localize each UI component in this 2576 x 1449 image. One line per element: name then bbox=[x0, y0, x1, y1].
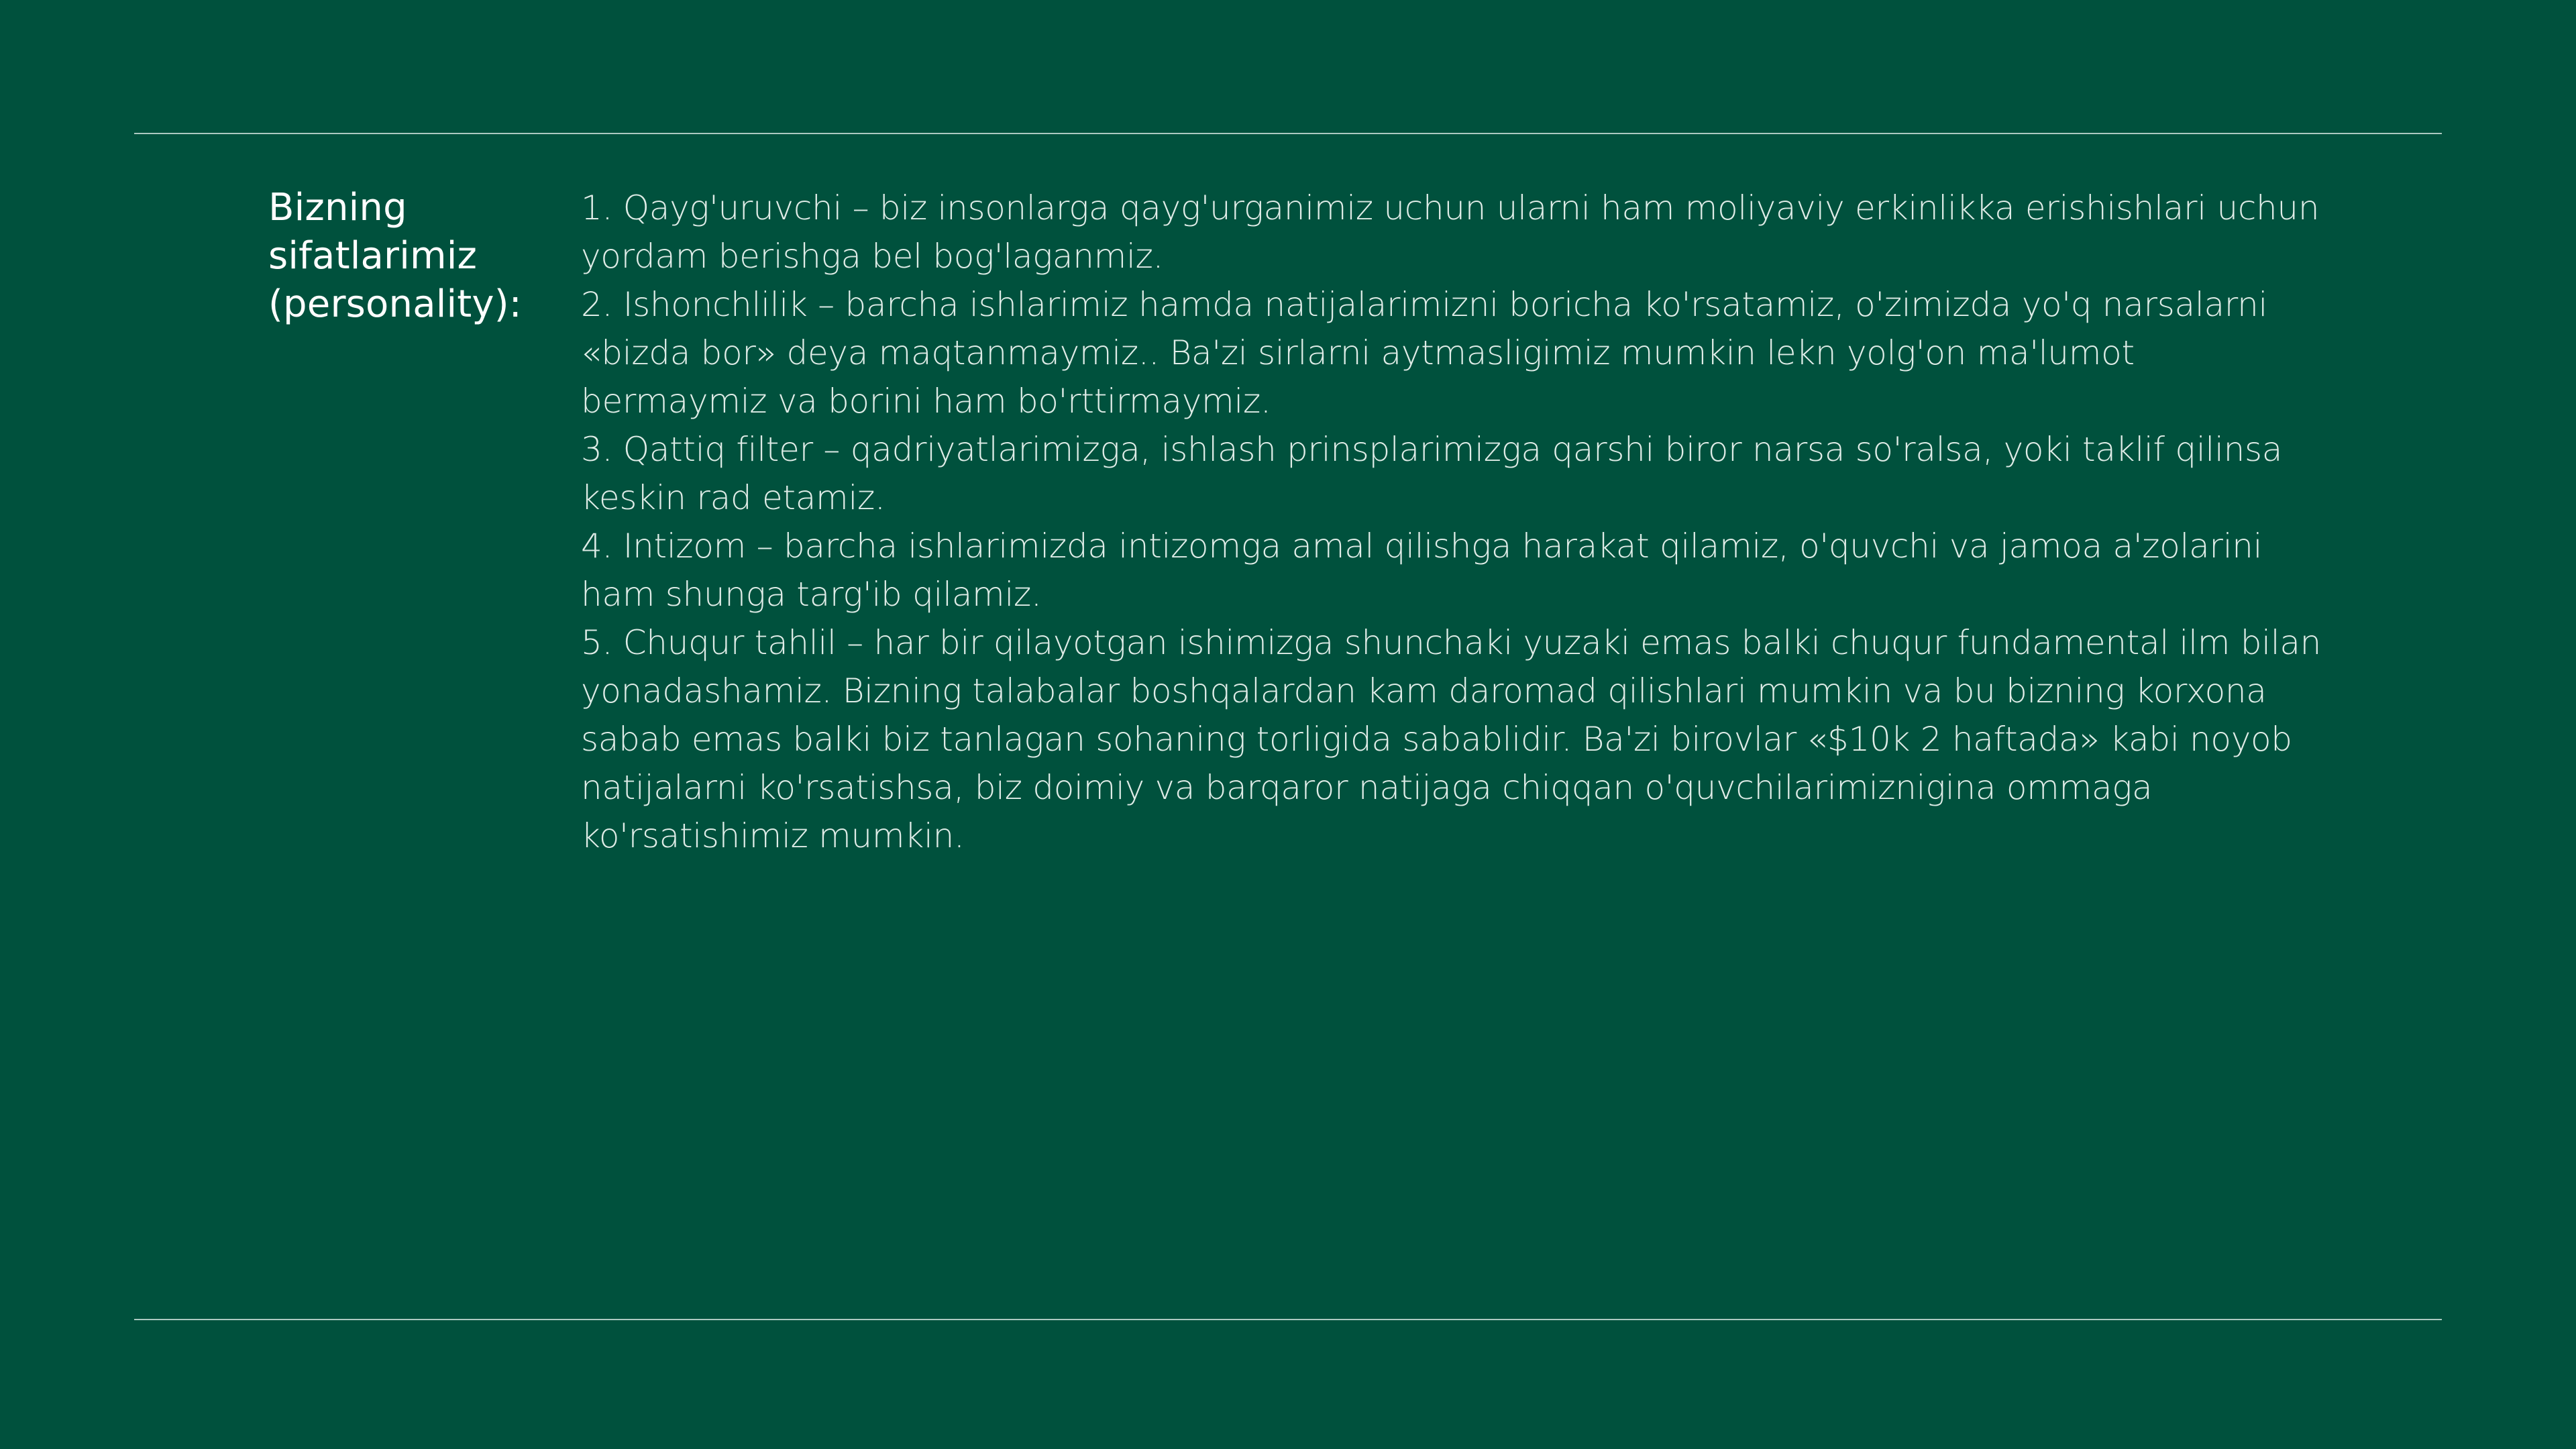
top-divider bbox=[134, 133, 2442, 134]
personality-item-5: 5. Chuqur tahlil – har bir qilayotgan ishimizga shunchaki yuzaki emas balki chuqur fundamental ilm bilan yonadashamiz. Bizning talabalar boshqalardan kam daromad qilishlari mumkin va bu bizning korxona sabab emas balki biz tanlagan sohaning torligida sabablidir. Ba'zi birovlar «$10k 2 haftada» kabi noyob natijalarni ko'rsatishsa, biz doimiy va barqaror natijaga chiqqan o'quvchilarimizniginа ommaga ko'rsatishimiz mumkin. bbox=[581, 623, 2322, 855]
heading-line-3: (personality): bbox=[268, 282, 522, 326]
personality-item-3: 3. Qattiq filter – qadriyatlarimizga, ishlash prinsplarimizga qarshi biror narsa so'ralsa, yoki taklif qilinsa keskin rad etamiz. bbox=[581, 430, 2283, 517]
section-heading bbox=[268, 184, 550, 329]
bottom-divider bbox=[134, 1319, 2442, 1320]
heading-line-2: sifatlarimiz bbox=[268, 234, 478, 278]
heading-line-1: Bizning bbox=[268, 186, 407, 229]
personality-item-1: 1. Qayg'uruvchi – biz insonlarga qayg'urganimiz uchun ularni ham moliyaviy erkinlikka erishishlari uchun yordam berishga bel bog'laganmiz. bbox=[581, 189, 2320, 276]
personality-item-4: 4. Intizom – barcha ishlarimizda intizomga amal qilishga harakat qilamiz, o'quvchi va jamoa a'zolarini ham shunga targ'ib qilamiz. bbox=[581, 527, 2263, 614]
personality-list bbox=[581, 184, 2325, 860]
personality-item-2: 2. Ishonchlilik – barcha ishlarimiz hamda natijalarimizni boricha ko'rsatamiz, o'zimizda yo'q narsalarni «bizda bor» deya maqtanmaymiz.. Ba'zi sirlarni aytmasligimiz mumkin lekn yolg'on ma'lumot bermaymiz va borini ham bo'rttirmaymiz. bbox=[581, 285, 2268, 421]
